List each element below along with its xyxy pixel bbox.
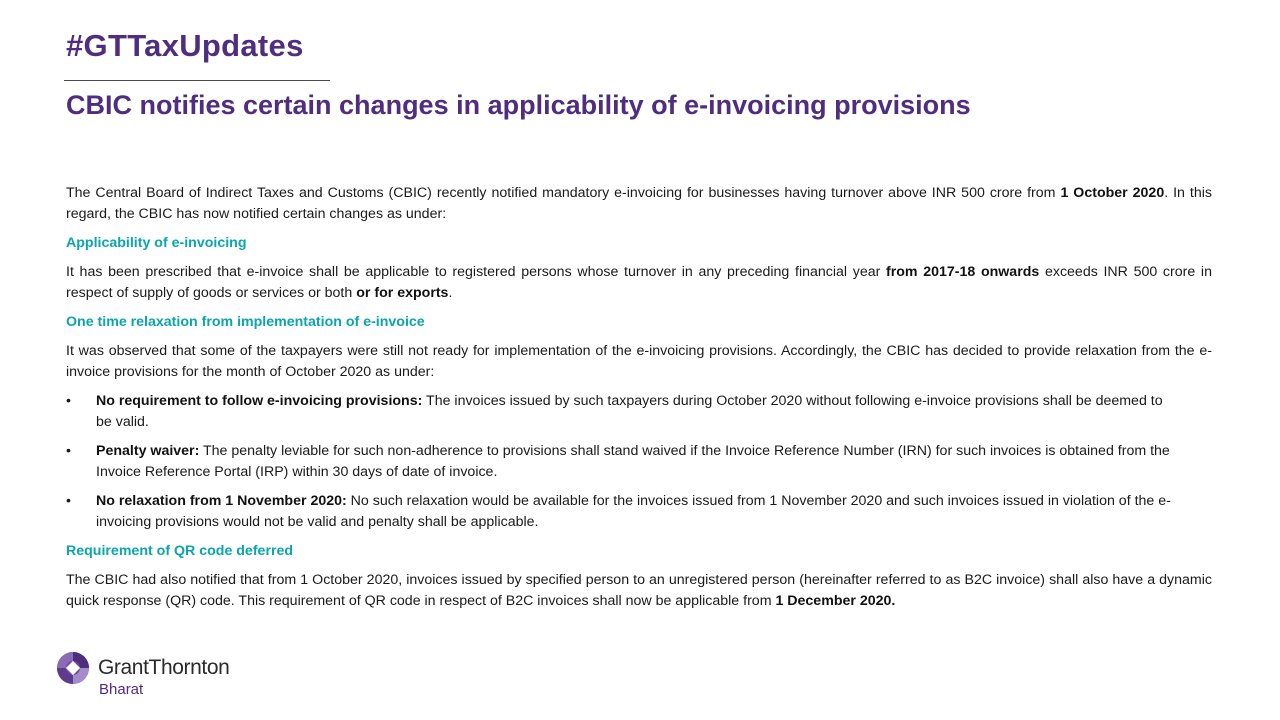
intro-date: 1 October 2020 [1060, 185, 1165, 201]
applicability-text-3: . [448, 285, 453, 301]
bullet-item [66, 441, 1212, 483]
intro-text-2: . In this regard, the CBIC has now notified certain changes as under: [66, 185, 1212, 222]
section-heading-applicability: Applicability of e-invoicing [66, 235, 247, 251]
grant-thornton-mark-icon [56, 651, 90, 685]
applicability-bold-2: or for exports [356, 285, 449, 301]
bullet-text: The invoices issued by such taxpayers during October 2020 without following e-invoice provisions shall be deemed to be valid. [96, 393, 1163, 430]
bullet-title: Penalty waiver: [96, 443, 200, 459]
bullet-title: No requirement to follow e-invoicing provisions: [96, 393, 423, 409]
header-divider [64, 80, 330, 81]
article-body [66, 183, 1212, 620]
logo-name: GrantThornton [98, 656, 230, 679]
applicability-bold-1: from 2017-18 onwards [886, 264, 1040, 280]
bullet-marker: • [66, 443, 71, 459]
bullet-text: The penalty leviable for such non-adherence to provisions shall stand waived if the Invoice Reference Number (IRN) for such invoices is obtained from the Invoice Reference Portal (IRP) within 30 days of date of invoice. [96, 443, 1170, 480]
bullet-text: No such relaxation would be available for the invoices issued from 1 November 2020 and such invoices issued in violation of the e-invoicing provisions would not be valid and penalty shall be applicable. [96, 493, 1171, 530]
applicability-text-1: It has been prescribed that e-invoice shall be applicable to registered persons whose turnover in any preceding financial year [66, 264, 886, 280]
grant-thornton-logo [56, 650, 256, 700]
applicability-paragraph [66, 262, 1212, 304]
qr-paragraph [66, 570, 1212, 612]
page-title: CBIC notifies certain changes in applicability of e-invoicing provisions [66, 90, 971, 120]
relaxation-bullet-list [66, 391, 1212, 533]
bullet-item [66, 391, 1212, 433]
logo-subtitle: Bharat [99, 681, 144, 698]
applicability-text-2: exceeds INR 500 crore in respect of supply of goods or services or both [66, 264, 1212, 301]
bullet-marker: • [66, 493, 71, 509]
bullet-item [66, 491, 1212, 533]
bullet-marker: • [66, 393, 71, 409]
qr-text-1: The CBIC had also notified that from 1 October 2020, invoices issued by specified person to an unregistered person (hereinafter referred to as B2C invoice) shall also have a dynamic quick response (QR) code. This requirement of QR code in respect of B2C invoices shall now be applicable from [66, 572, 1212, 609]
section-heading-relaxation: One time relaxation from implementation of e-invoice [66, 314, 425, 330]
bullet-title: No relaxation from 1 November 2020: [96, 493, 347, 509]
intro-paragraph [66, 183, 1212, 225]
relaxation-paragraph: It was observed that some of the taxpayers were still not ready for implementation of the e-invoicing provisions. Accordingly, the CBIC has decided to provide relaxation from the e-invoice provisions for the month of October 2020 as under: [66, 343, 1212, 380]
intro-text-1: The Central Board of Indirect Taxes and Customs (CBIC) recently notified mandatory e-invoicing for businesses having turnover above INR 500 crore from [66, 185, 1061, 201]
qr-date: 1 December 2020. [775, 593, 896, 609]
hashtag-heading: #GTTaxUpdates [66, 28, 304, 63]
section-heading-qr-code: Requirement of QR code deferred [66, 543, 294, 559]
